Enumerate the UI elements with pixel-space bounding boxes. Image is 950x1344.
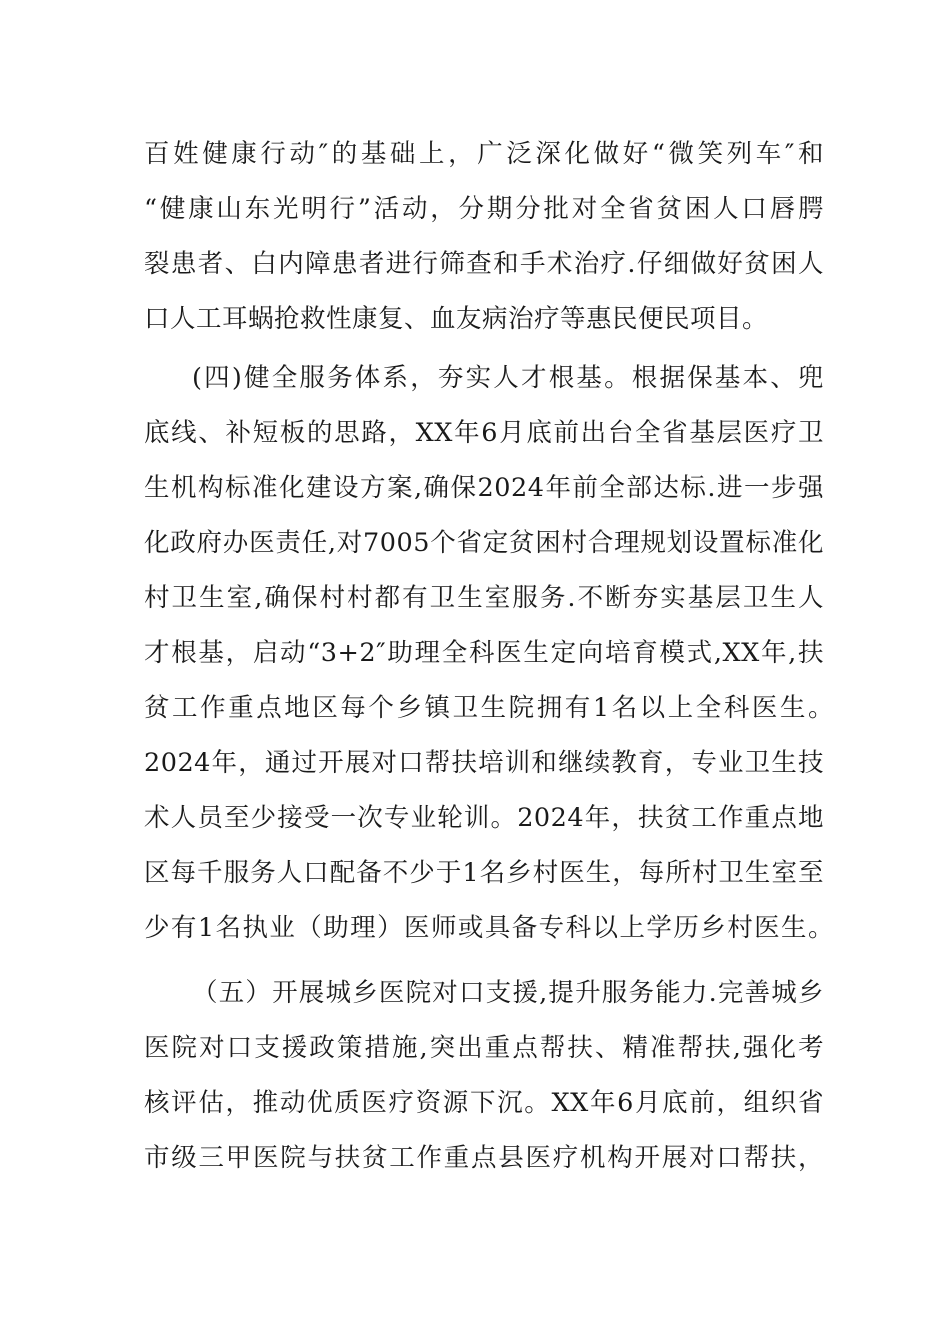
text-line-11: 贫工作重点地区每个乡镇卫生院拥有1名以上全科医生。	[144, 693, 834, 723]
text-line-4: 口人工耳蜗抢救性康复、血友病治疗等惠民便民项目。	[144, 304, 769, 334]
paragraph-5-heading-line: （五）开展城乡医院对口支援,提升服务能力.完善城乡	[192, 978, 824, 1008]
text-line-10: 才根基，启动“3+2″助理全科医生定向培育模式,XX年,扶	[144, 638, 824, 668]
text-line-17: 医院对口支援政策措施,突出重点帮扶、精准帮扶,强化考	[144, 1033, 824, 1063]
text-line-7: 生机构标准化建设方案,确保2024年前全部达标.进一步强	[144, 473, 824, 503]
text-line-3: 裂患者、白内障患者进行筛查和手术治疗.仔细做好贫困人	[144, 249, 824, 279]
text-line-14: 区每千服务人口配备不少于1名乡村医生，每所村卫生室至	[144, 858, 824, 888]
text-line-6: 底线、补短板的思路，XX年6月底前出台全省基层医疗卫	[144, 418, 824, 448]
text-line-19: 市级三甲医院与扶贫工作重点县医疗机构开展对口帮扶，	[144, 1143, 824, 1173]
text-line-8: 化政府办医责任,对7005个省定贫困村合理规划设置标准化	[144, 528, 824, 558]
text-line-9: 村卫生室,确保村村都有卫生室服务.不断夯实基层卫生人	[144, 583, 824, 613]
text-line-15: 少有1名执业（助理）医师或具备专科以上学历乡村医生。	[144, 913, 834, 943]
text-line-12: 2024年，通过开展对口帮扶培训和继续教育，专业卫生技	[144, 748, 824, 778]
text-line-1: 百姓健康行动″的基础上，广泛深化做好“微笑列车″和	[144, 139, 824, 169]
text-line-2: “健康山东光明行”活动，分期分批对全省贫困人口唇腭	[144, 194, 824, 224]
paragraph-4-heading-line: (四)健全服务体系，夯实人才根基。根据保基本、兜	[192, 363, 824, 393]
text-line-13: 术人员至少接受一次专业轮训。2024年，扶贫工作重点地	[144, 803, 824, 833]
text-line-18: 核评估，推动优质医疗资源下沉。XX年6月底前，组织省	[144, 1088, 824, 1118]
